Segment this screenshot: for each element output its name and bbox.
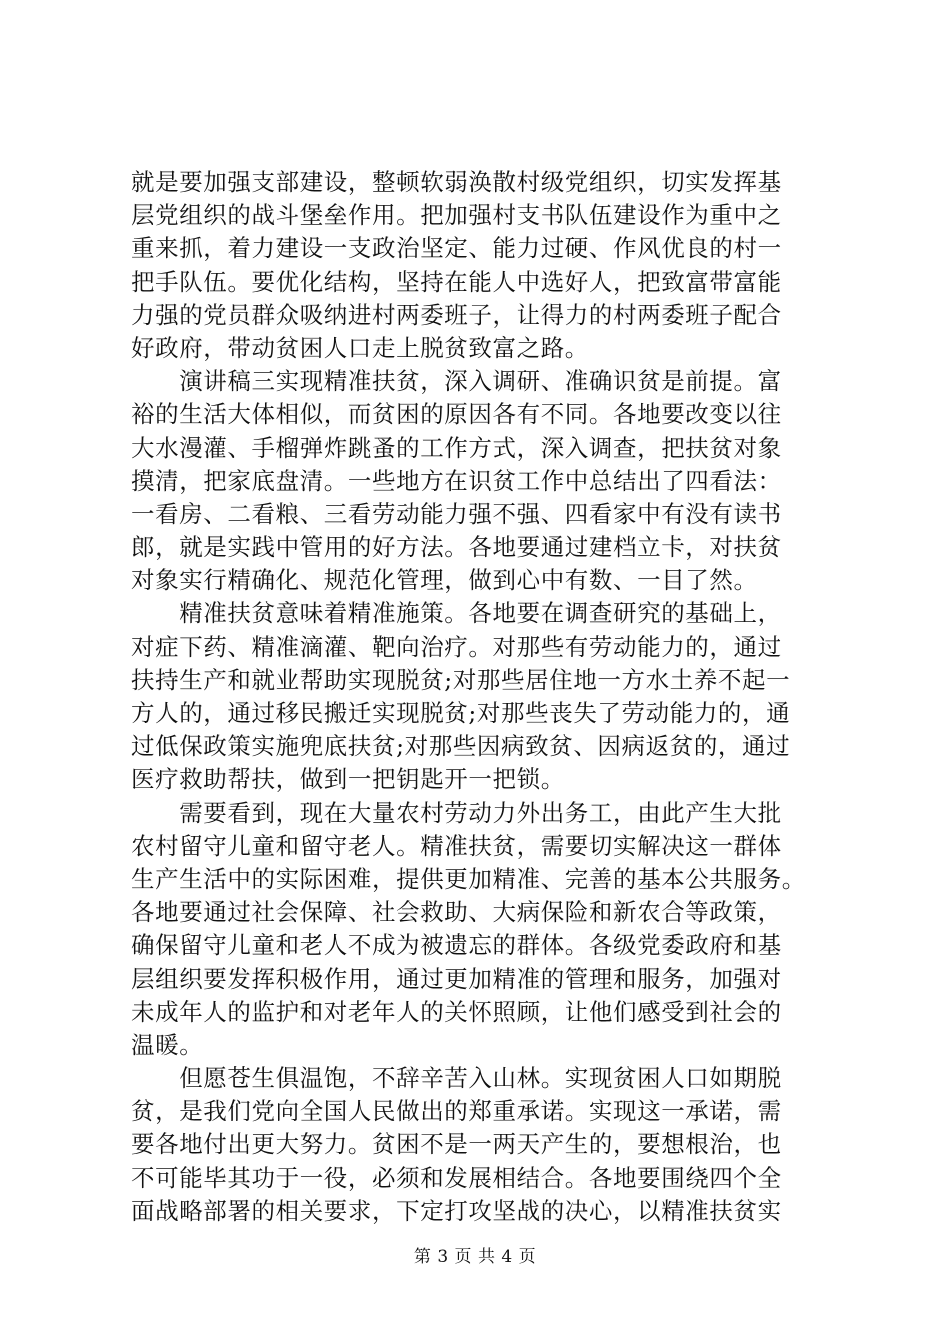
text-line: 生产生活中的实际困难，提供更加精准、完善的基本公共服务。: [131, 864, 806, 893]
text-line: 把手队伍。要优化结构，坚持在能人中选好人，把致富带富能: [131, 267, 782, 296]
text-line: 好政府，带动贫困人口走上脱贫致富之路。: [131, 333, 589, 362]
body-text: [131, 166, 831, 1228]
text-line: 一看房、二看粮、三看劳动能力强不强、四看家中有没有读书: [131, 499, 782, 528]
text-line: 重来抓，着力建设一支政治坚定、能力过硬、作风优良的村一: [131, 234, 782, 263]
page-footer: 第 3 页 共 4 页: [413, 1247, 537, 1267]
text-line: 摸清，把家底盘清。一些地方在识贫工作中总结出了四看法：: [131, 466, 782, 495]
text-line: 农村留守儿童和留守老人。精准扶贫，需要切实解决这一群体: [131, 831, 782, 860]
text-line: 扶持生产和就业帮助实现脱贫;对那些居住地一方水土养不起一: [131, 665, 791, 694]
text-line: 层党组织的战斗堡垒作用。把加强村支书队伍建设作为重中之: [131, 201, 782, 230]
text-line: 对象实行精确化、规范化管理，做到心中有数、一目了然。: [131, 566, 758, 595]
text-line: 确保留守儿童和老人不成为被遗忘的群体。各级党委政府和基: [131, 931, 782, 960]
text-line: 力强的党员群众吸纳进村两委班子，让得力的村两委班子配合: [131, 300, 782, 329]
text-line: 温暖。: [131, 1030, 204, 1059]
text-line: 要各地付出更大努力。贫困不是一两天产生的，要想根治，也: [131, 1130, 782, 1159]
text-line: 就是要加强支部建设，整顿软弱涣散村级党组织，切实发挥基: [131, 168, 782, 196]
text-line: 演讲稿三实现精准扶贫，深入调研、准确识贫是前提。富: [131, 367, 782, 396]
text-line: 裕的生活大体相似，而贫困的原因各有不同。各地要改变以往: [131, 400, 782, 429]
text-line: 不可能毕其功于一役，必须和发展相结合。各地要围绕四个全: [131, 1163, 782, 1192]
text-line: 层组织要发挥积极作用，通过更加精准的管理和服务，加强对: [131, 964, 782, 993]
text-line: 过低保政策实施兜底扶贫;对那些因病致贫、因病返贫的，通过: [131, 732, 791, 761]
text-line: 各地要通过社会保障、社会救助、大病保险和新农合等政策，: [131, 898, 782, 927]
text-line: 对症下药、精准滴灌、靶向治疗。对那些有劳动能力的，通过: [131, 632, 782, 661]
text-line: 面战略部署的相关要求，下定打攻坚战的决心，以精准扶贫实: [131, 1196, 782, 1225]
text-line: 需要看到，现在大量农村劳动力外出务工，由此产生大批: [131, 798, 782, 827]
text-line: 方人的，通过移民搬迁实现脱贫;对那些丧失了劳动能力的，通: [131, 699, 791, 727]
text-line: 医疗救助帮扶，做到一把钥匙开一把锁。: [131, 765, 565, 794]
text-line: 但愿苍生俱温饱，不辞辛苦入山林。实现贫困人口如期脱: [131, 1064, 782, 1093]
text-line: 贫，是我们党向全国人民做出的郑重承诺。实现这一承诺，需: [131, 1097, 782, 1126]
text-line: 大水漫灌、手榴弹炸跳蚤的工作方式，深入调查，把扶贫对象: [131, 433, 782, 462]
text-line: 未成年人的监护和对老年人的关怀照顾，让他们感受到社会的: [131, 997, 782, 1026]
text-line: 精准扶贫意味着精准施策。各地要在调查研究的基础上，: [131, 599, 782, 628]
text-line: 郎，就是实践中管用的好方法。各地要通过建档立卡，对扶贫: [131, 533, 782, 562]
